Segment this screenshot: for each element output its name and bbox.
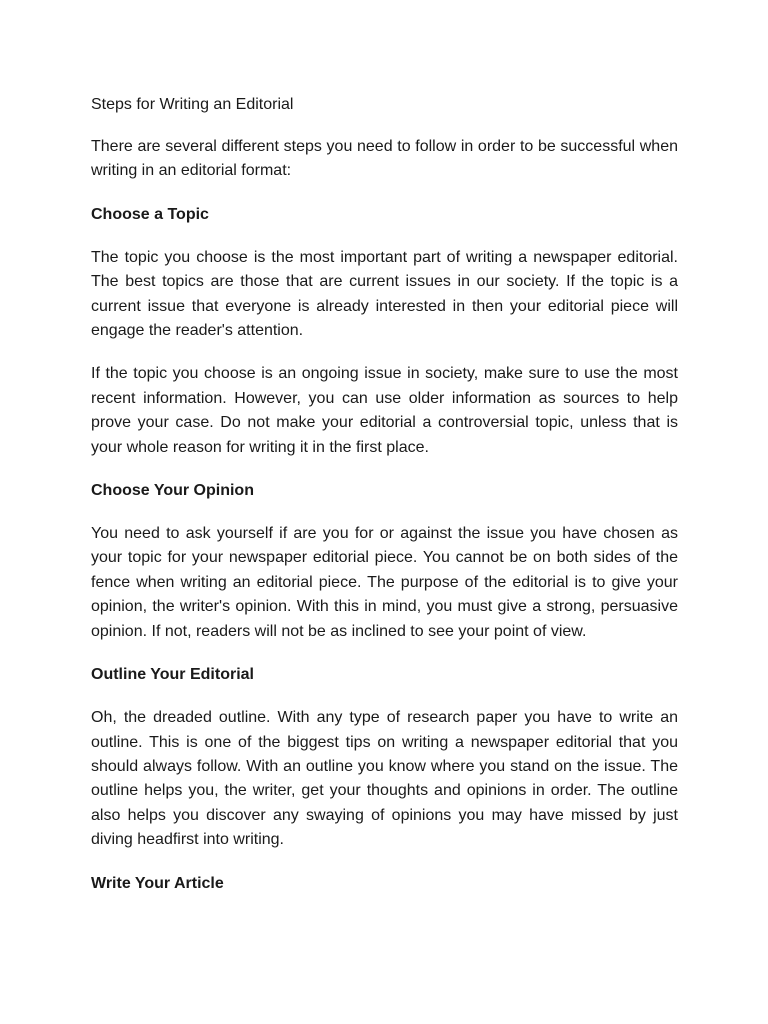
section-heading-choose-topic: Choose a Topic	[91, 205, 209, 223]
section-heading-outline-editorial: Outline Your Editorial	[91, 666, 254, 684]
document-title: Steps for Writing an Editorial	[91, 96, 294, 113]
document-page	[91, 93, 678, 915]
paragraph-outline-editorial-1: Oh, the dreaded outline. With any type of research paper you have to write an outline. This is one of the biggest tips on writing a newspaper editorial that you should always follow. With an outline you know where you stand on the issue. The outline helps you, the writer, get your thoughts and opinions in order. The outline also helps you discover any swaying of opinions you may have missed by just diving headfirst into writing.	[91, 709, 678, 849]
paragraph-choose-topic-2: If the topic you choose is an ongoing issue in society, make sure to use the most recent information. However, you can use older information as sources to help prove your case. Do not make your editorial a controversial topic, unless that is your whole reason for writing it in the first place.	[91, 365, 678, 456]
intro-paragraph: There are several different steps you need to follow in order to be successful when writing in an editorial format:	[91, 138, 678, 180]
section-heading-write-article: Write Your Article	[91, 874, 224, 892]
section-heading-choose-opinion: Choose Your Opinion	[91, 482, 254, 500]
paragraph-choose-topic-1: The topic you choose is the most important part of writing a newspaper editorial. The best topics are those that are current issues in our society. If the topic is a current issue that everyone is already interested in then your editorial piece will engage the reader's attention.	[91, 248, 678, 340]
paragraph-choose-opinion-1: You need to ask yourself if are you for or against the issue you have chosen as your topic for your newspaper editorial piece. You cannot be on both sides of the fence when writing an editorial piece. The purpose of the editorial is to give your opinion, the writer's opinion. With this in mind, you must give a strong, persuasive opinion. If not, readers will not be as inclined to see your point of view.	[91, 525, 678, 640]
